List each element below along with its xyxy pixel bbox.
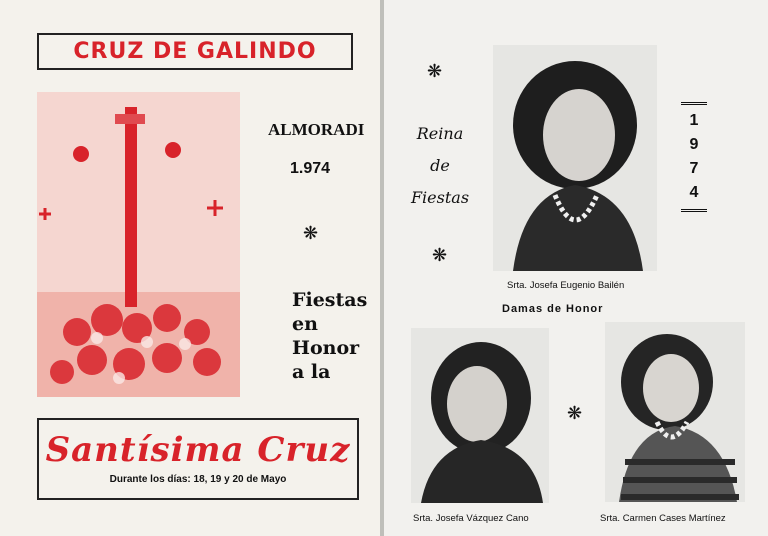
star-ornament-icon: ❋ xyxy=(567,403,583,423)
dama2-caption: Srta. Carmen Cases Martínez xyxy=(600,513,726,524)
reina-line-3: Fiestas xyxy=(410,188,470,207)
dama1-caption: Srta. Josefa Vázquez Cano xyxy=(413,513,529,524)
star-ornament-icon: ❋ xyxy=(432,245,448,265)
reina-line-1: Reina xyxy=(416,124,464,143)
cross-photo-image xyxy=(37,92,240,397)
cross-photo xyxy=(37,92,240,397)
header-title: CRUZ DE GALINDO xyxy=(73,39,317,64)
dates-line: Durante los días: 18, 19 y 20 de Mayo xyxy=(109,474,287,485)
fiestas-line-4: a la xyxy=(292,361,331,383)
queen-portrait-image xyxy=(493,45,657,271)
reina-line-2: de xyxy=(430,156,450,175)
feature-title-box xyxy=(37,418,359,500)
fiestas-line-1: Fiestas xyxy=(292,289,368,311)
honor-heading: Damas de Honor xyxy=(502,303,604,315)
year-digit-1: 1 xyxy=(689,112,699,129)
dama1-portrait xyxy=(411,328,549,503)
top-rule xyxy=(681,102,707,109)
star-ornament-icon: ❋ xyxy=(427,61,443,81)
dama2-portrait xyxy=(605,322,745,502)
fiestas-text xyxy=(292,288,367,384)
header-title-box xyxy=(37,33,353,70)
bottom-rule xyxy=(681,209,707,216)
fiestas-line-3: Honor xyxy=(292,337,360,359)
dama1-portrait-image xyxy=(411,328,549,503)
queen-portrait xyxy=(493,45,657,271)
left-page xyxy=(0,0,380,536)
feature-title: Santísima Cruz xyxy=(45,430,351,470)
reina-text xyxy=(408,118,472,214)
year-label: 1.974 xyxy=(290,160,331,177)
town-name: ALMORADI xyxy=(268,120,365,139)
year-digit-3: 7 xyxy=(689,160,699,177)
star-ornament-icon: ❋ xyxy=(303,223,319,243)
vertical-year xyxy=(680,102,708,216)
year-digit-2: 9 xyxy=(689,136,699,153)
year-digit-4: 4 xyxy=(689,184,699,201)
queen-caption: Srta. Josefa Eugenio Bailén xyxy=(507,280,625,291)
dama2-portrait-image xyxy=(605,322,745,502)
fiestas-line-2: en xyxy=(292,313,318,335)
